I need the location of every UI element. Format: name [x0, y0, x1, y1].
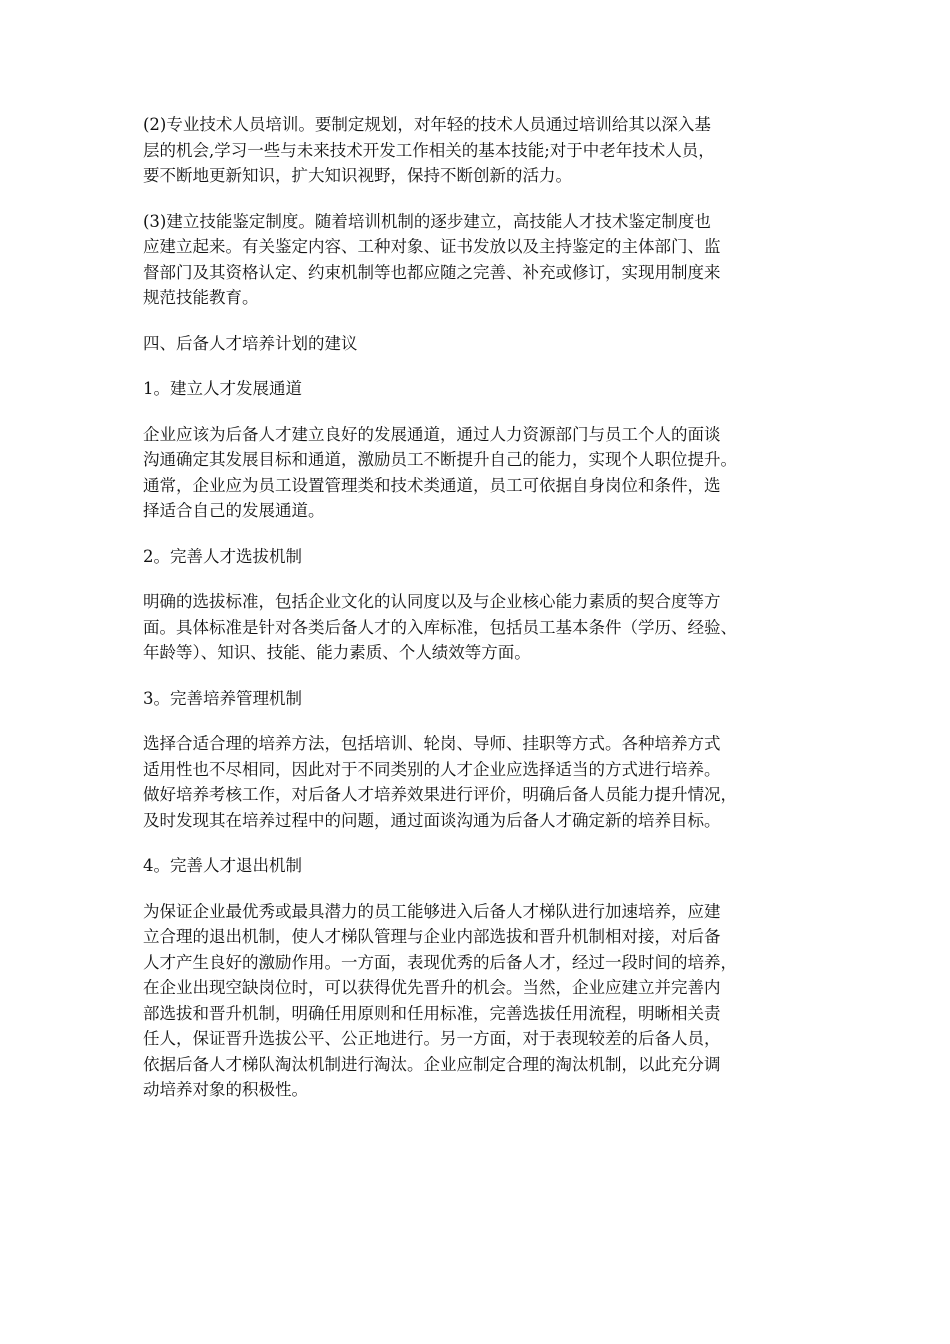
text-line: (2)专业技术人员培训。要制定规划，对年轻的技术人员通过培训给其以深入基	[143, 115, 711, 134]
text-line: 人才产生良好的激励作用。一方面，表现优秀的后备人才，经过一段时间的培养，	[143, 952, 737, 972]
subsection-heading-2: 2。完善人才选拔机制	[143, 546, 302, 566]
text-line: 应建立起来。有关鉴定内容、工种对象、证书发放以及主持鉴定的主体部门、监	[143, 237, 721, 256]
text-line: 做好培养考核工作，对后备人才培养效果进行评价，明确后备人员能力提升情况，	[143, 785, 737, 804]
subsection-heading-4: 4。完善人才退出机制	[143, 856, 302, 875]
paragraph-technical-training	[143, 112, 815, 189]
text-line: 规范技能教育。	[143, 288, 259, 307]
text-line: 督部门及其资格认定、约束机制等也都应随之完善、补充或修订，实现用制度来	[143, 262, 721, 282]
text-line: 立合理的退出机制，使人才梯队管理与企业内部选拔和晋升机制相对接，对后备	[143, 927, 721, 946]
text-line: 沟通确定其发展目标和通道，激励员工不断提升自己的能力，实现个人职位提升。	[143, 450, 737, 469]
paragraph-training-management	[143, 731, 815, 833]
paragraph-selection-standard	[143, 589, 815, 666]
paragraph-exit-mechanism	[143, 899, 815, 1103]
text-line: 适用性也不尽相同，因此对于不同类别的人才企业应选择适当的方式进行培养。	[143, 759, 721, 779]
subsection-heading-3: 3。完善培养管理机制	[143, 688, 302, 708]
text-line: 在企业出现空缺岗位时，可以获得优先晋升的机会。当然，企业应建立并完善内	[143, 978, 721, 997]
text-line: 动培养对象的积极性。	[143, 1080, 308, 1099]
text-line: 层的机会,学习一些与未来技术开发工作相关的基本技能;对于中老年技术人员，	[143, 140, 715, 160]
section-heading: 四、后备人才培养计划的建议	[143, 333, 358, 353]
text-line: 择适合自己的发展通道。	[143, 501, 325, 520]
text-line: 年龄等）、知识、技能、能力素质、个人绩效等方面。	[143, 643, 531, 662]
paragraph-development-channel	[143, 422, 815, 524]
text-line: 面。具体标准是针对各类后备人才的入库标准，包括员工基本条件（学历、经验、	[143, 617, 737, 637]
paragraph-skill-certification	[143, 209, 815, 311]
text-line: 为保证企业最优秀或最具潜力的员工能够进入后备人才梯队进行加速培养，应建	[143, 901, 721, 921]
text-line: (3)建立技能鉴定制度。随着培训机制的逐步建立，高技能人才技术鉴定制度也	[143, 211, 711, 231]
text-line: 通常，企业应为员工设置管理类和技术类通道，员工可依据自身岗位和条件，选	[143, 475, 721, 495]
text-line: 明确的选拔标准，包括企业文化的认同度以及与企业核心能力素质的契合度等方	[143, 592, 721, 611]
text-line: 依据后备人才梯队淘汰机制进行淘汰。企业应制定合理的淘汰机制，以此充分调	[143, 1054, 721, 1074]
text-line: 部选拔和晋升机制，明确任用原则和任用标准，完善选拔任用流程，明晰相关责	[143, 1003, 721, 1023]
text-line: 企业应该为后备人才建立良好的发展通道，通过人力资源部门与员工个人的面谈	[143, 424, 721, 444]
subsection-heading-1: 1。建立人才发展通道	[143, 379, 302, 398]
text-line: 选择合适合理的培养方法，包括培训、轮岗、导师、挂职等方式。各种培养方式	[143, 734, 721, 753]
text-line: 及时发现其在培养过程中的问题，通过面谈沟通为后备人才确定新的培养目标。	[143, 810, 721, 830]
text-line: 任人，保证晋升选拔公平、公正地进行。另一方面，对于表现较差的后备人员，	[143, 1029, 721, 1048]
document-page	[143, 112, 815, 1123]
text-line: 要不断地更新知识，扩大知识视野，保持不断创新的活力。	[143, 166, 572, 185]
